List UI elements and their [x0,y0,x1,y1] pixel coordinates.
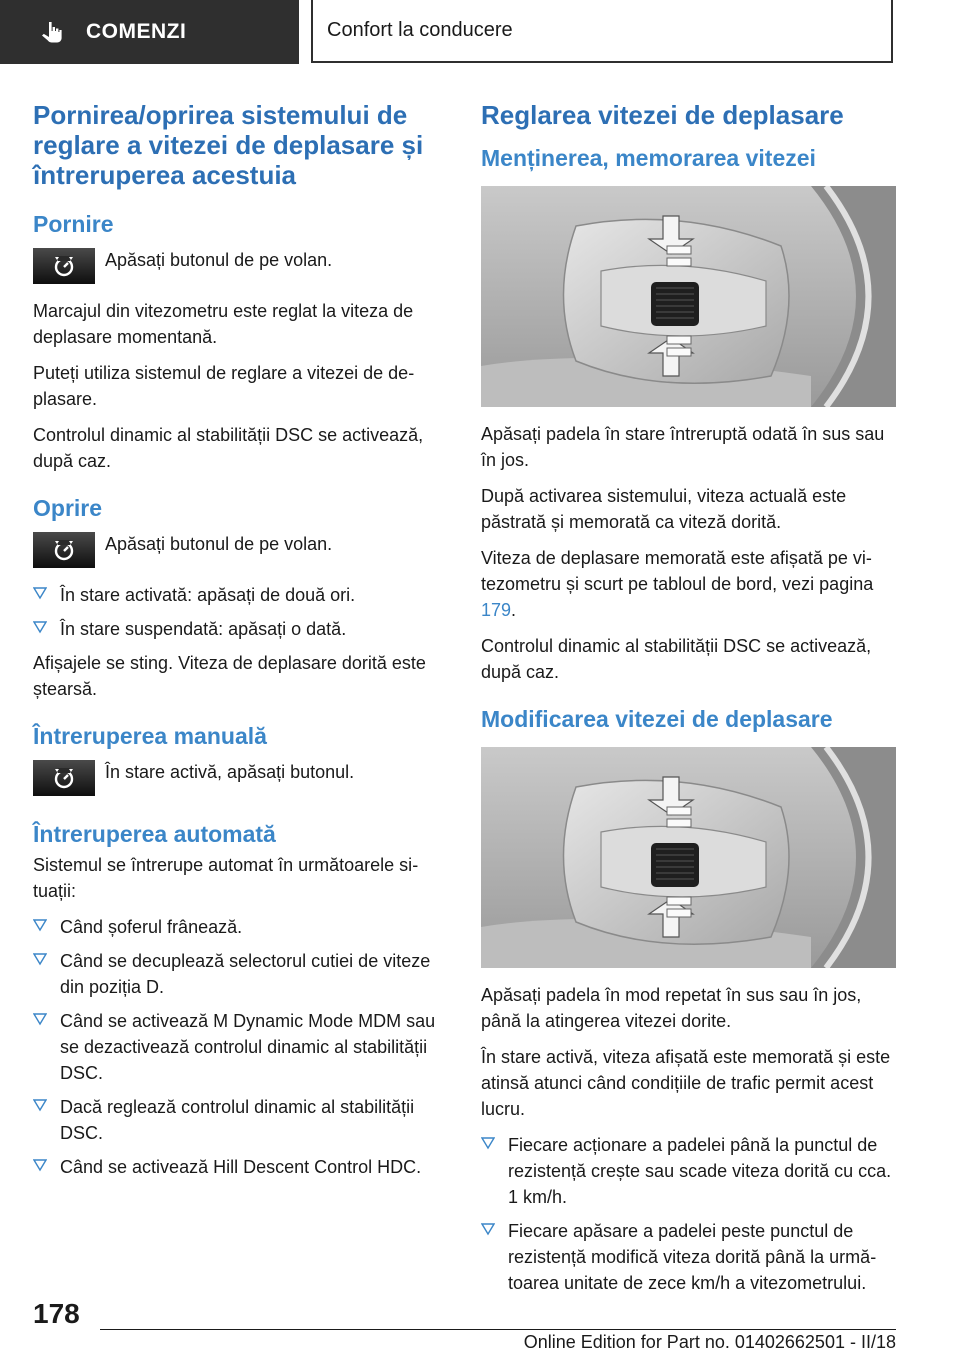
right-title: Reglarea vitezei de deplasare [481,100,844,130]
page-reference-link[interactable]: 179 [481,600,512,620]
footer-divider [100,1329,896,1330]
heading-oprire: Oprire [33,495,103,521]
mentinere-paragraph-2: După activarea sistemului, viteza actuală este păstrată și memorată ca viteză dorită. [481,486,847,532]
pornire-paragraph-1: Marcajul din vitezometru este reglat la viteza de deplasare momentană. [33,301,414,347]
modificare-paragraph-2: În stare activă, viteza afișată este memorată și este atinsă atunci când condițiile de trafic permit acest lucru. [481,1047,891,1119]
cruise-control-button-icon [33,532,95,568]
triangle-bullet-icon [33,918,47,932]
list-item: Dacă reglează controlul dinamic al stabilității DSC. [33,1094,443,1146]
pornire-paragraph-3: Controlul dinamic al stabilității DSC se activează, după caz. [33,425,424,471]
mentinere-paragraph-4: Controlul dinamic al stabilității DSC se activează, după caz. [481,636,872,682]
mentinere-paragraph-1: Apăsați padela în stare întreruptă odată în sus sau în jos. [481,424,885,470]
manuala-instruction: În stare activă, apăsați butonul. [105,762,355,782]
triangle-bullet-icon [33,952,47,966]
list-item: Când se activează M Dynamic Mode MDM sau se dezactivează controlul dinamic al stabilității DSC. [33,1008,443,1086]
triangle-bullet-icon [481,1222,495,1236]
cruise-control-button-icon [33,760,95,796]
section-tab-label: Confort la conducere [327,19,513,41]
oprire-paragraph-1: Afișajele se sting. Viteza de deplasare dorită este ștearsă. [33,653,426,699]
steering-wheel-paddle-photo [481,186,896,407]
heading-mentinere: Menținerea, memorarea vitezei [481,145,816,171]
oprire-list [33,582,443,642]
page-header [0,0,960,66]
automata-paragraph-1: Sistemul se întrerupe automat în următoarele situații: [33,855,419,901]
heading-intrerupere-manuala: Întreruperea manuală [33,723,267,749]
mentinere-paragraph-3: Viteza de deplasare memorată este afișată pe vitezometru și scurt pe tabloul de bord, vezi pagina 179. [481,548,874,620]
manuala-button-row [33,760,443,796]
list-item: Fiecare apăsare a padelei peste punctul de rezistență modifică viteza dorită până la următoarea unitate de zece km/h a vitezometrului. [481,1218,896,1296]
heading-modificare: Modificarea vitezei de deplasare [481,706,833,732]
pornire-paragraph-2: Puteți utiliza sistemul de reglare a vitezei de deplasare. [33,363,415,409]
list-item: Fiecare acționare a padelei până la punctul de rezistență crește sau scade viteza dorită cu cca. 1 km/h. [481,1132,896,1210]
list-item: În stare activată: apăsați de două ori. [33,582,443,608]
page-number: 178 [33,1298,80,1329]
triangle-bullet-icon [33,1098,47,1112]
triangle-bullet-icon [33,620,47,634]
pornire-button-row [33,248,443,284]
heading-intrerupere-automata: Întreruperea automată [33,821,276,847]
oprire-instruction: Apăsați butonul de pe volan. [105,534,333,554]
modificare-paragraph-1: Apăsați padela în mod repetat în sus sau în jos, până la atingerea vitezei dorite. [481,985,862,1031]
right-column [481,100,896,1304]
triangle-bullet-icon [33,586,47,600]
left-column [33,100,443,1188]
section-tab[interactable] [311,0,893,63]
footer-edition: Online Edition for Part no. 01402662501 - II/18 [523,1332,896,1352]
list-item: Când se decuplează selectorul cutiei de viteze din poziția D. [33,948,443,1000]
chapter-tab-comenzi[interactable] [0,0,299,64]
list-item: În stare suspendată: apăsați o dată. [33,616,443,642]
heading-pornire: Pornire [33,211,114,237]
list-item: Când șoferul frânează. [33,914,443,940]
steering-wheel-paddle-photo [481,747,896,968]
oprire-button-row [33,532,443,568]
cruise-control-button-icon [33,248,95,284]
automata-list [33,914,443,1180]
triangle-bullet-icon [33,1158,47,1172]
left-title: Pornirea/oprirea sistemului de reglare a vitezei de deplasare și întreruperea acestuia [33,100,424,190]
list-item: Când se activează Hill Descent Control HDC. [33,1154,443,1180]
modificare-list [481,1132,896,1296]
triangle-bullet-icon [33,1012,47,1026]
hand-pointer-icon [40,20,64,44]
chapter-tab-label: COMENZI [86,20,187,43]
triangle-bullet-icon [481,1136,495,1150]
pornire-instruction: Apăsați butonul de pe volan. [105,250,333,270]
